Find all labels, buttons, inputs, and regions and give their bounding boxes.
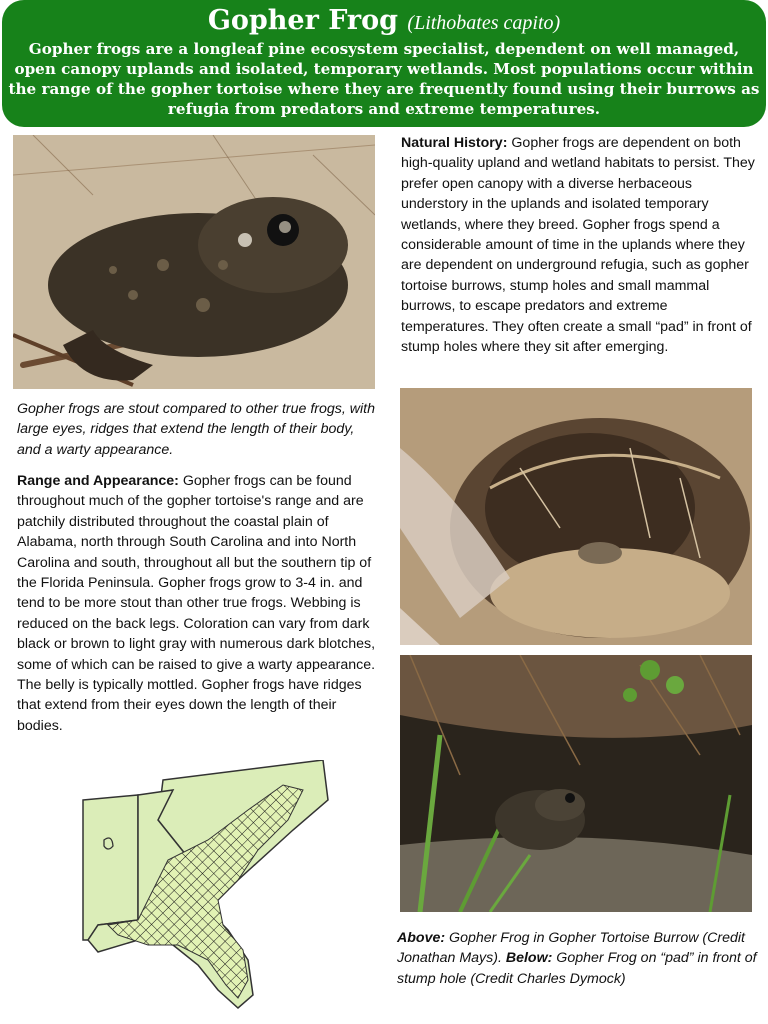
frog-photo	[13, 135, 375, 389]
range-map	[78, 760, 330, 1018]
above-label: Above:	[397, 930, 446, 946]
photo-caption	[397, 928, 763, 989]
above-caption: Gopher Frog in Gopher Tortoise Burrow (Credit Jonathan Mays).	[397, 930, 745, 967]
page-title	[2, 5, 766, 39]
frog-caption: Gopher frogs are stout compared to other true frogs, with large eyes, ridges that extend the length of their body, and a warty appearance.	[17, 401, 376, 458]
burrow-photo	[400, 388, 752, 645]
natural-history-heading: Natural History:	[401, 135, 508, 151]
natural-history-text: Gopher frogs are dependent on both high-quality upland and wetland habitats to persist. They prefer open canopy with a diverse herbaceous understory in the uplands and isolated temporary wetlands, where they breed. Gopher frogs spend a considerable amount of time in the uplands where they are dependent on underground refugia, such as gopher tortoise burrows, stump holes and small mammal burrows, to escape predators and extreme temperatures. They often create a small “pad” in front of stump holes where they sit after emerging.	[401, 135, 755, 356]
range-appearance-section	[17, 471, 379, 736]
title-banner	[2, 0, 766, 127]
intro-text: Gopher frogs are a longleaf pine ecosystem specialist, dependent on well managed, open canopy uplands and isolated, temporary wetlands. Most populations occur within the range of the gopher tortoise where they are frequently found using their burrows as refugia from predators and extreme temperatures.	[8, 40, 760, 118]
natural-history-section	[401, 133, 756, 357]
range-heading: Range and Appearance:	[17, 473, 179, 489]
below-caption: Gopher Frog on “pad” in front of stump hole (Credit Charles Dymock)	[397, 950, 757, 987]
stump-hole-photo	[400, 655, 752, 912]
range-text: Gopher frogs can be found throughout much of the gopher tortoise's range and are patchily distributed throughout the coastal plain of Alabama, north through South Carolina and into North Carolina and south, throughout all but the southern tip of the Florida Peninsula. Gopher frogs grow to 3-4 in. and tend to be more stout than other true frogs. Webbing is reduced on the back legs. Coloration can vary from dark black or brown to light gray with numerous dark blotches, some of which can be raised to give a warty appearance. The belly is typically mottled. Gopher frogs have ridges that extend from their eyes down the length of their bodies.	[17, 473, 376, 734]
common-name: Gopher Frog	[207, 5, 398, 36]
scientific-name: (Lithobates capito)	[407, 12, 561, 34]
below-label: Below:	[505, 950, 553, 967]
